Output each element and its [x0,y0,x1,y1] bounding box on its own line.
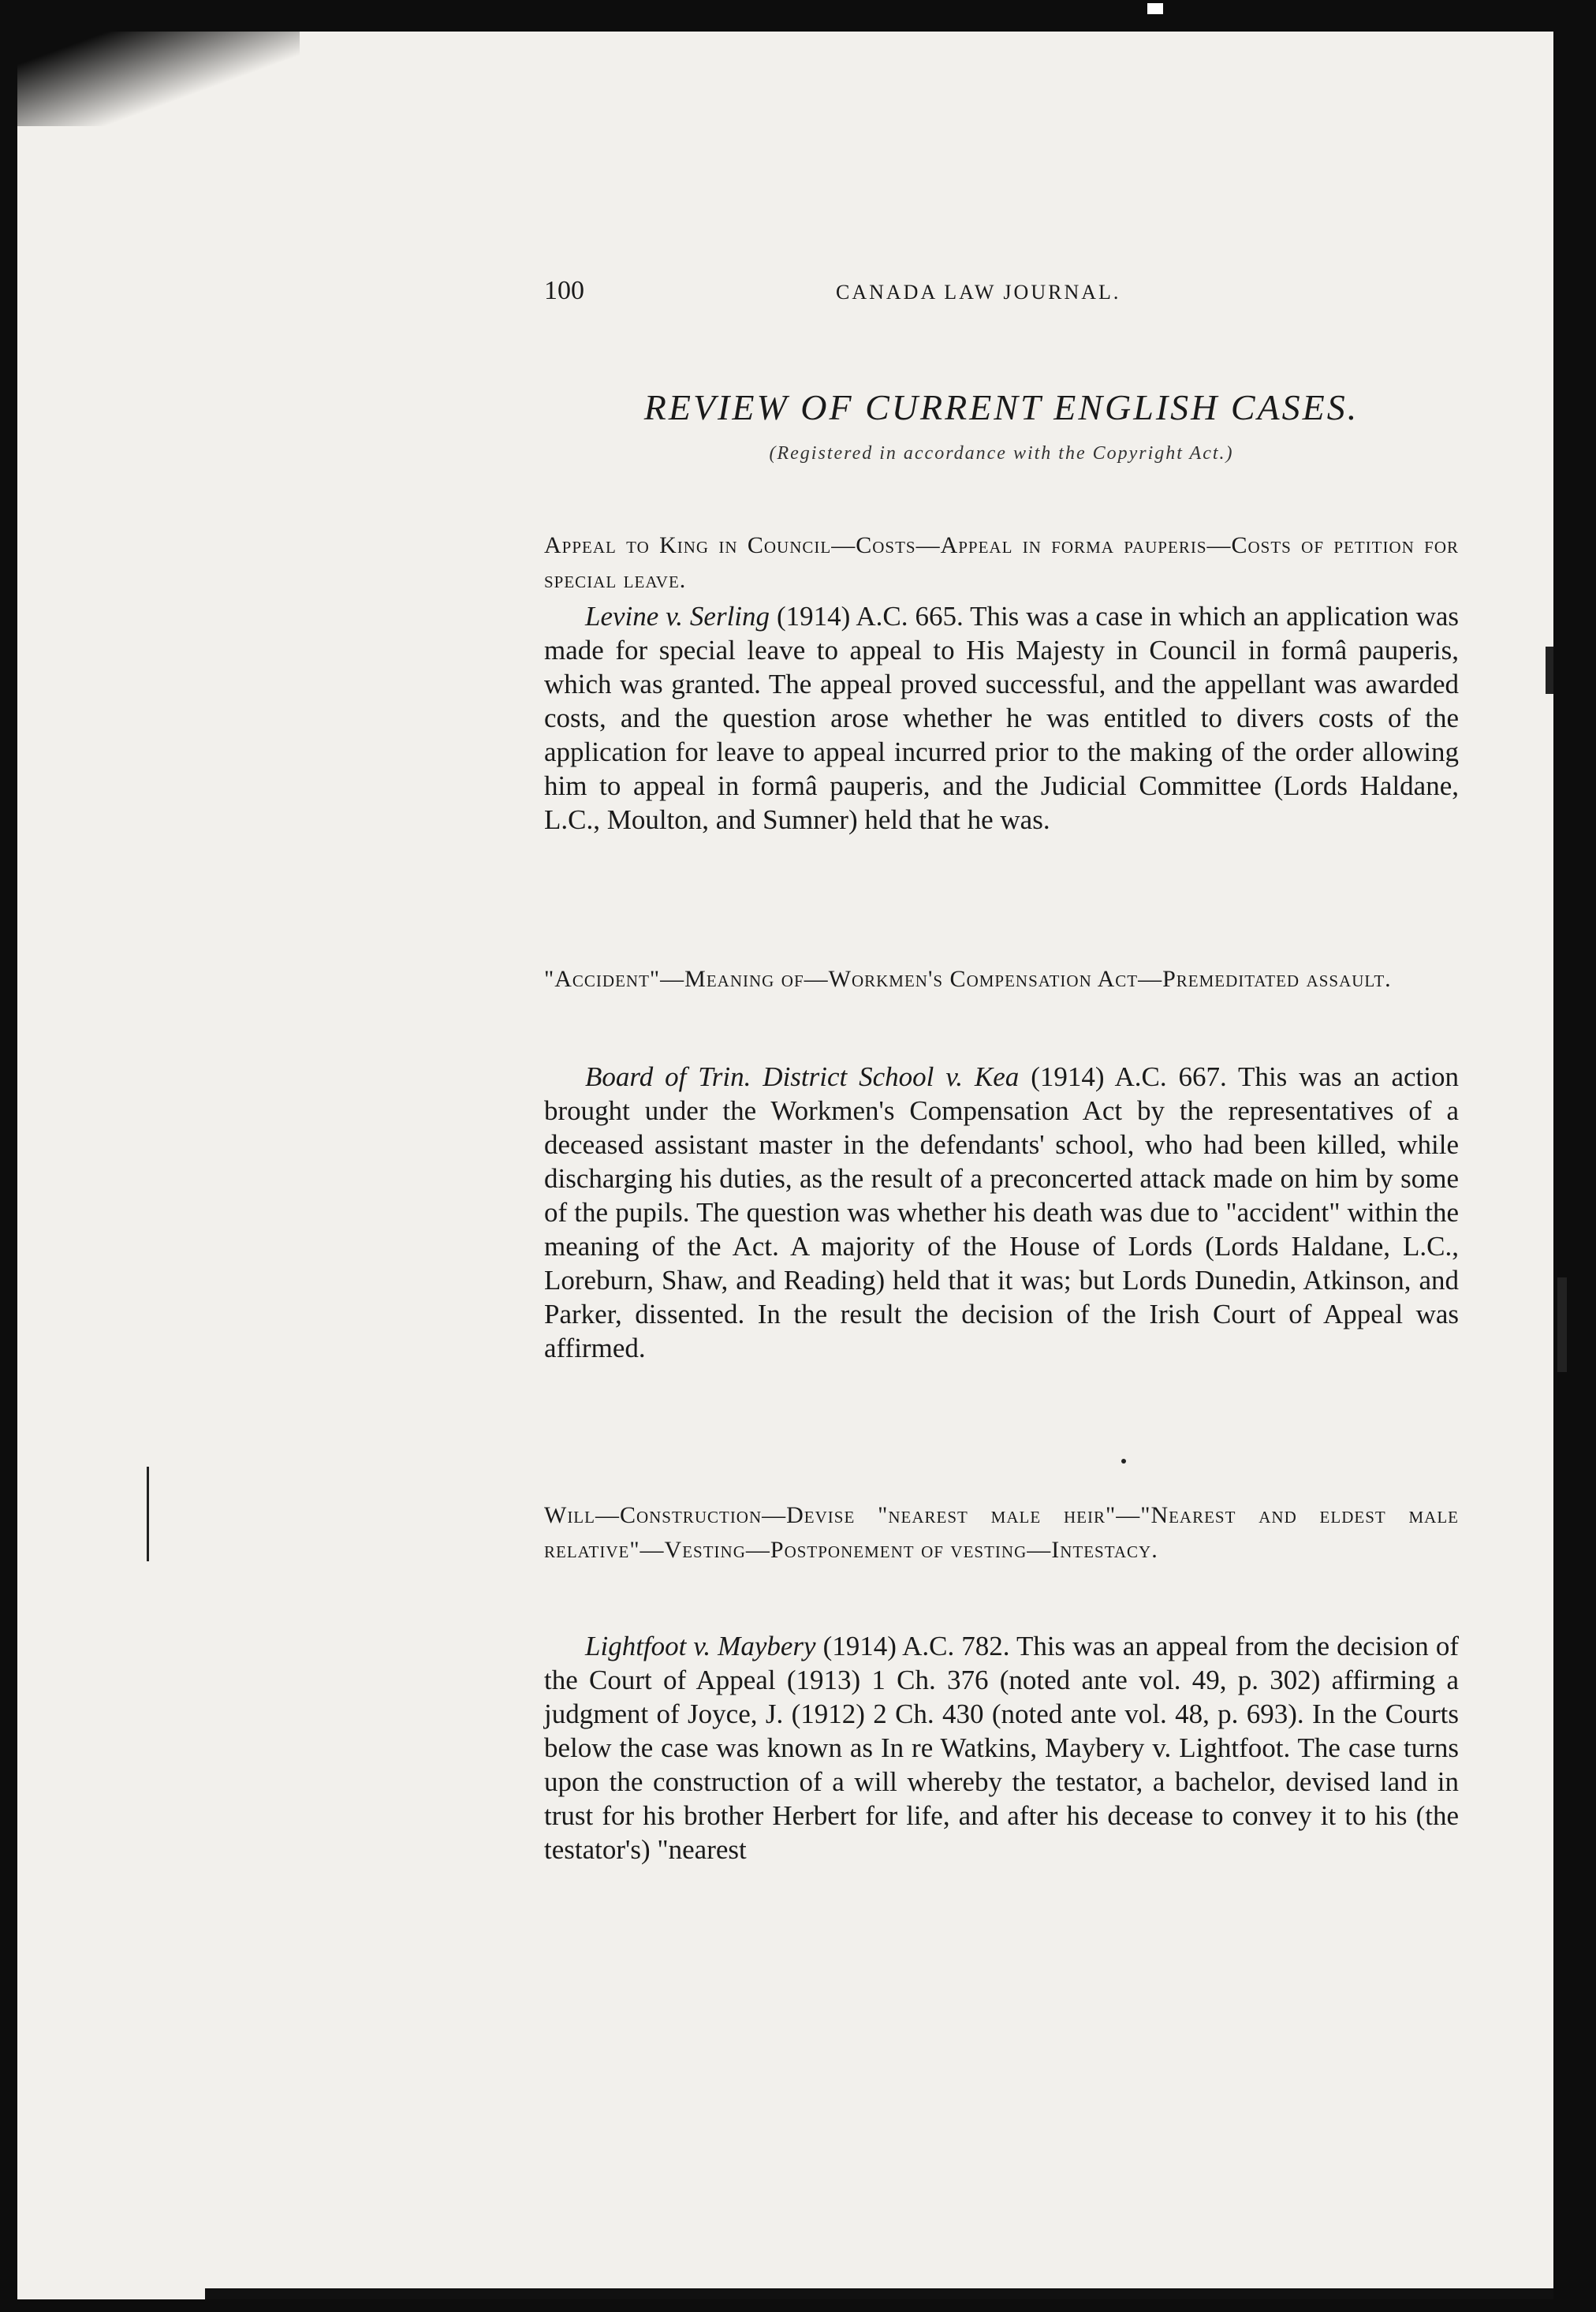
section-body-3 [544,1629,1459,1866]
case-text: This was a case in which an application was made for special leave to appeal to His Majesty in Council in formâ pauperis, which was granted. The appeal proved successful, and the appellant was awarded costs, and the question arose whether he was entitled to divers costs of the application for leave to appeal incurred prior to the making of the order allowing him to appeal in formâ pauperis, and the Judicial Committee (Lords Haldane, L.C., Moulton, and Sumner) held that he was. [544,601,1460,835]
section-heading-2: "Accident"—Meaning of—Workmen's Compensation Act—Premeditated assault. [544,966,1392,992]
case-citation: (1914) A.C. 782. [815,1631,1010,1661]
scan-border-right [1553,0,1596,2312]
scan-speck [147,1467,149,1561]
scan-speck [1557,1277,1567,1372]
running-head: CANADA LAW JOURNAL. [836,281,1121,304]
page-number: 100 [544,276,584,305]
scan-bottom-rule [205,2288,1553,2299]
section-body-1 [544,599,1459,837]
page-header [544,268,1459,315]
scan-speck [1546,647,1553,694]
scan-corner-shadow [0,0,300,126]
section-heading-1: Appeal to King in Council—Costs—Appeal in forma pauperis—Costs of petition for special leave. [544,532,1459,593]
scan-border-bottom [0,2299,1596,2312]
case-citation: (1914) A.C. 667. [1019,1061,1227,1092]
section-body-2 [544,1060,1459,1365]
article-subtitle: (Registered in accordance with the Copyright Act.) [769,443,1234,464]
case-citation: (1914) A.C. 665. [770,601,964,632]
scan-border-left [0,0,17,2312]
case-name: Levine v. Serling [585,601,770,632]
case-text: This was an action brought under the Workmen's Compensation Act by the representatives of a deceased assistant master in the defendants' school, who had been killed, while discharging his duties, as the result of a preconcerted attack made on him by some of the pupils. The question was whether his death was due to "accident" within the meaning of the Act. A majority of the House of Lords (Lords Haldane, L.C., Loreburn, Shaw, and Reading) held that it was; but Lords Dunedin, Atkinson, and Parker, dissented. In the result the decision of the Irish Court of Appeal was affirmed. [544,1061,1460,1363]
section-heading-3: Will—Construction—Devise "nearest male heir"—"Nearest and eldest male relative"—Vesting—Postponement of vesting—Intestacy. [544,1502,1459,1563]
case-name: Lightfoot v. Maybery [585,1631,816,1661]
article-title: REVIEW OF CURRENT ENGLISH CASES. [643,387,1359,427]
ink-dot [1121,1459,1126,1464]
case-name: Board of Trin. District School v. Kea [585,1061,1020,1092]
scan-speck [1147,3,1163,14]
case-text: This was an appeal from the decision of the Court of Appeal (1913) 1 Ch. 376 (noted ante vol. 49, p. 302) affirming a judgment of Joyce, J. (1912) 2 Ch. 430 (noted ante vol. 48, p. 693). In the Courts below the case was known as In re Watkins, Maybery v. Lightfoot. The case turns upon the construction of a will whereby the testator, a bachelor, devised land in trust for his brother Herbert for life, and after his decease to convey it to his (the testator's) "nearest [544,1631,1459,1865]
